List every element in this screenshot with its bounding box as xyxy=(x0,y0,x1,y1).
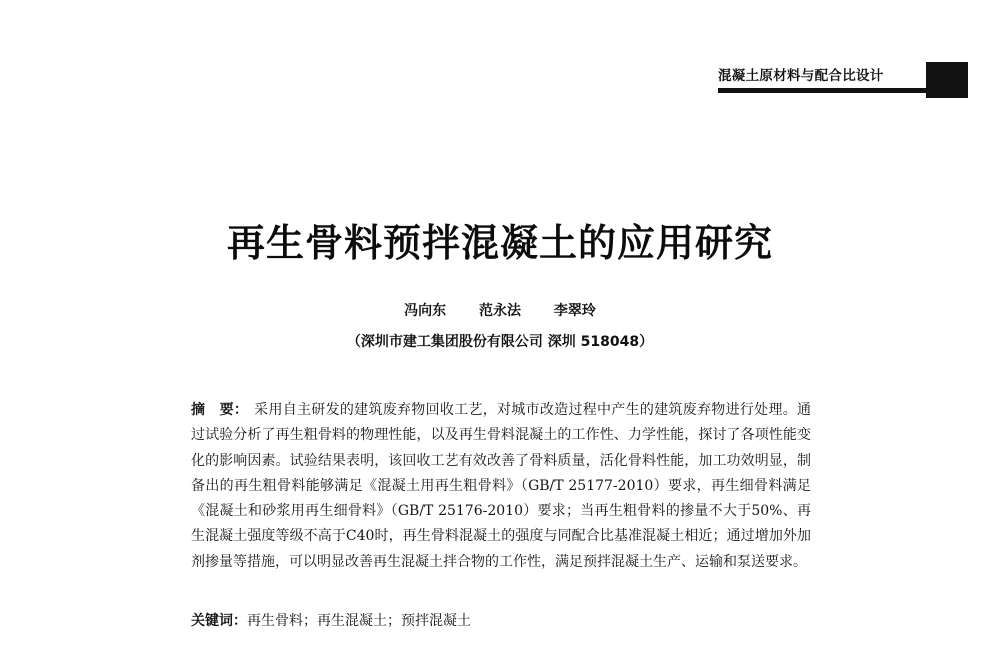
author-list xyxy=(0,300,1000,320)
header-black-block xyxy=(926,62,968,98)
running-header-title: 混凝土原材料与配合比设计 xyxy=(718,68,884,84)
abstract-text: 采用自主研发的建筑废弃物回收工艺，对城市改造过程中产生的建筑废弃物进行处理。通过试验分析了再生粗骨料的物理性能，以及再生骨料混凝土的工作性、力学性能，探讨了各项性能变化的影响因素。试验结果表明，该回收工艺有效改善了骨料质量，活化骨料性能，加工功效明显，制备出的再生粗骨料能够满足《混凝土用再生粗骨料》（GB/T 25177-2010）要求，再生细骨料满足《混凝土和砂浆用再生细骨料》（GB/T 25176-2010）要求；当再生粗骨料的掺量不大于50%、再生混凝土强度等级不高于C40时，再生骨料混凝土的强度与同配合比基准混凝土相近；通过增加外加剂掺量等措施，可以明显改善再生混凝土拌合物的工作性，满足预拌混凝土生产、运输和泵送要求。 xyxy=(191,402,812,570)
keywords-text: 再生骨料；再生混凝土；预拌混凝土 xyxy=(247,613,471,629)
header-rule xyxy=(718,88,930,93)
author-1: 冯向东 xyxy=(404,303,447,319)
affiliation: （深圳市建工集团股份有限公司 深圳 518048） xyxy=(346,334,654,350)
author-2: 范永法 xyxy=(479,303,521,319)
abstract xyxy=(191,398,811,575)
running-header xyxy=(718,62,968,98)
paper-title: 再生骨料预拌混凝土的应用研究 xyxy=(226,221,773,265)
author-3: 李翠玲 xyxy=(553,303,596,319)
keywords-label: 关键词： xyxy=(191,613,247,629)
abstract-label: 摘 要： xyxy=(191,402,249,418)
keywords xyxy=(191,610,811,630)
